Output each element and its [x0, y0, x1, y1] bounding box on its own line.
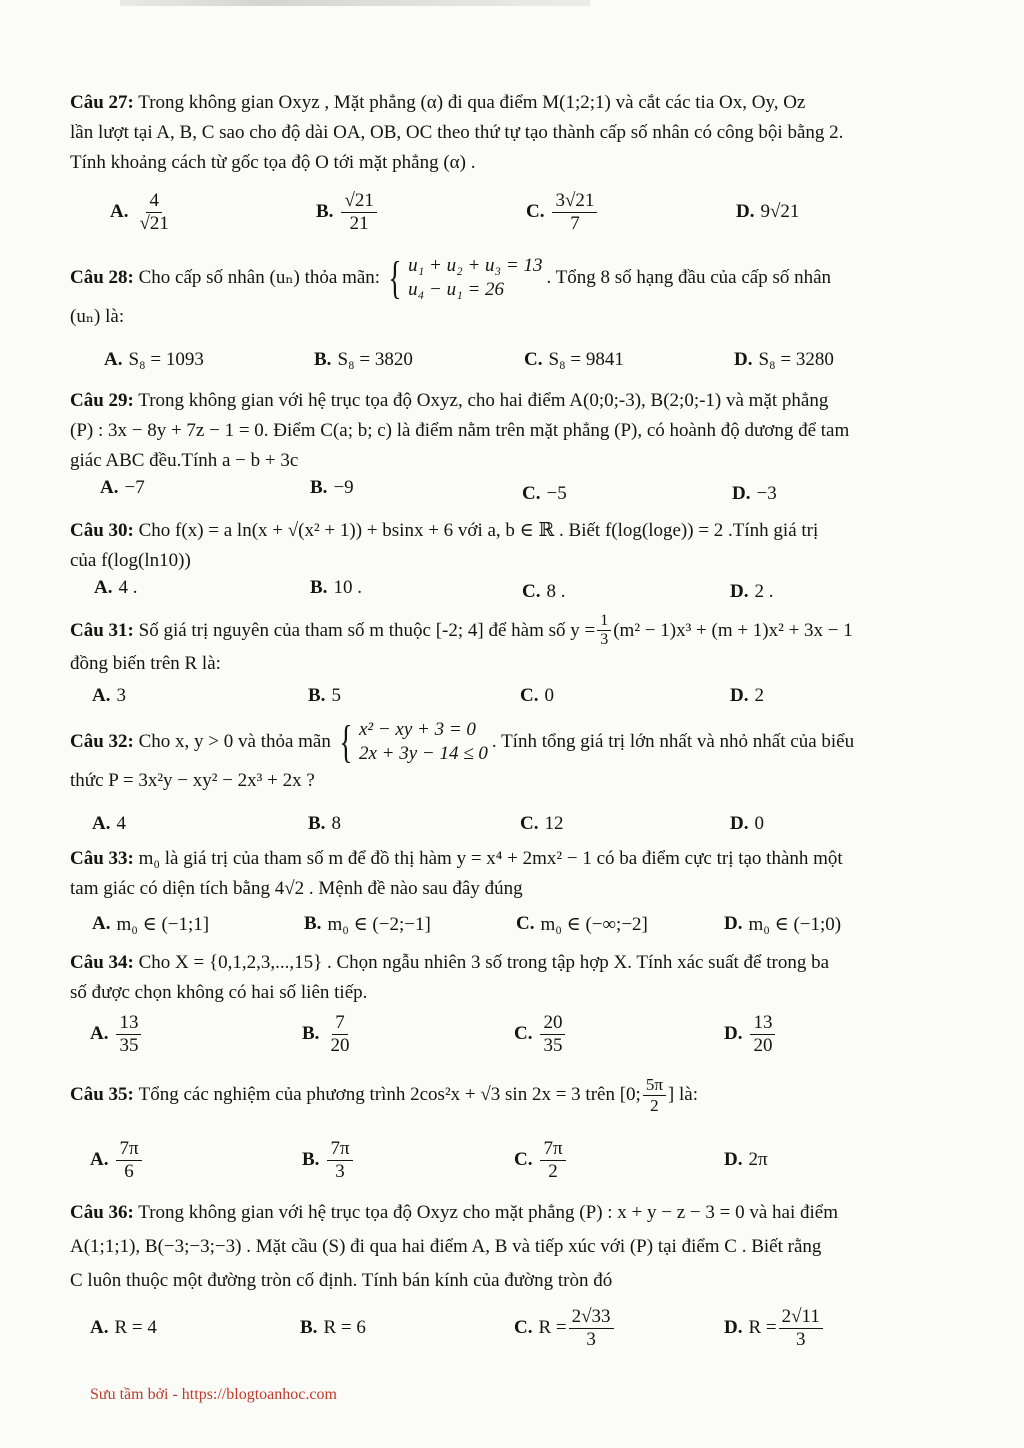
question-34	[70, 948, 966, 1008]
option-c[interactable]: C. 12	[520, 813, 564, 834]
option-c[interactable]: C. −5	[522, 483, 567, 504]
option-b[interactable]: B. R = 6	[300, 1317, 366, 1338]
question-28	[70, 254, 966, 332]
question-label: Câu 32:	[70, 731, 134, 752]
option-d[interactable]: D. R = $\frac{2√11}{3}$	[724, 1300, 825, 1356]
question-text: Tổng các nghiệm của phương trình 2cos²x + √3 sin 2x = 3 trên [0;	[138, 1084, 641, 1105]
question-label: Câu 36:	[70, 1202, 134, 1223]
question-text: Cho X = {0,1,2,3,...,15} . Chọn ngẫu nhiên 3 số trong tập hợp X. Tính xác suất để trong ba	[138, 952, 830, 973]
option-c[interactable]: C. $\frac{7\pi}{2}$	[514, 1132, 568, 1188]
option-d[interactable]: D. 2π	[724, 1149, 768, 1170]
question-text: Số giá trị nguyên của tham số m thuộc [-2; 4] để hàm số y =	[138, 619, 596, 641]
option-c[interactable]: C. 8 .	[522, 581, 566, 602]
option-a[interactable]: A. S₈ = 1093	[104, 349, 204, 370]
question-text: đồng biến trên R là:	[70, 653, 221, 674]
option-c[interactable]: C. m₀ ∈ (−∞;−2]	[516, 913, 648, 935]
options-35	[90, 1132, 964, 1188]
option-d[interactable]: D. 9√21	[736, 201, 800, 222]
option-d[interactable]: D. 2	[730, 685, 764, 706]
question-label: Câu 27:	[70, 92, 134, 113]
question-text: giác ABC đều.Tính a − b + 3c	[70, 450, 299, 471]
question-text: lần lượt tại A, B, C sao cho độ dài OA, OB, OC theo thứ tự tạo thành cấp số nhân có công bội bằng 2.	[70, 122, 844, 143]
option-c[interactable]: C. S₈ = 9841	[524, 349, 624, 370]
question-label: Câu 34:	[70, 952, 134, 973]
question-text: (uₙ) là:	[70, 306, 125, 327]
option-b[interactable]: B. $\frac{√21}{21}$	[316, 184, 379, 240]
option-d[interactable]: D. −3	[732, 483, 777, 504]
option-a[interactable]: A. $\frac{4}{√21}$	[110, 189, 169, 234]
option-a[interactable]: A. R = 4	[90, 1317, 157, 1338]
footer-source[interactable]: Sưu tầm bởi - https://blogtoanhoc.com	[90, 1386, 337, 1403]
option-b[interactable]: B. 8	[308, 813, 341, 834]
option-a[interactable]: A. $\frac{7\pi}{6}$	[90, 1132, 144, 1188]
equation-system: { u₁ + u₂ + u₃ = 13 u₄ − u₁ = 26	[388, 252, 543, 303]
option-d[interactable]: D. 0	[730, 813, 764, 834]
equation-system: { x² − xy + 3 = 0 2x + 3y − 14 ≤ 0	[339, 716, 488, 767]
question-label: Câu 30:	[70, 520, 134, 541]
option-d[interactable]: D. 2 .	[730, 581, 774, 602]
question-text: Cho x, y > 0 và thỏa mãn	[138, 731, 331, 752]
option-d[interactable]: D. $\frac{13}{20}$	[724, 1006, 777, 1062]
option-b[interactable]: B. $\frac{7\pi}{3}$	[302, 1132, 355, 1188]
option-d[interactable]: D. m₀ ∈ (−1;0)	[724, 913, 842, 935]
question-text: C luôn thuộc một đường tròn cố định. Tính bán kính của đường tròn đó	[70, 1270, 613, 1291]
question-label: Câu 35:	[70, 1084, 134, 1105]
question-27	[70, 88, 966, 178]
option-b[interactable]: B. −9	[310, 477, 354, 498]
question-text: Cho f(x) = a ln(x + √(x² + 1)) + bsinx + 6 với a, b ∈ ℝ . Biết f(log(loge)) = 2 .Tính giá trị	[138, 520, 819, 541]
question-label: Câu 33:	[70, 848, 134, 869]
option-b[interactable]: B. m₀ ∈ (−2;−1]	[304, 913, 431, 935]
question-text: . Tổng 8 số hạng đầu của cấp số nhân	[546, 267, 832, 288]
option-b[interactable]: B. S₈ = 3820	[314, 349, 413, 370]
question-35: Câu 35: Tổng các nghiệm của phương trình 2cos²x + √3 sin 2x = 3 trên [0; $\frac{5\pi}{2}$ ] là:	[70, 1074, 698, 1115]
option-b[interactable]: B. $\frac{7}{20}$	[302, 1011, 350, 1056]
options-33	[90, 904, 964, 944]
question-36	[70, 1196, 966, 1298]
option-c[interactable]: C. $\frac{20}{35}$	[514, 1006, 567, 1062]
question-29	[70, 386, 966, 476]
question-text: A(1;1;1), B(−3;−3;−3) . Mặt cầu (S) đi qua hai điểm A, B và tiếp xúc với (P) tại điểm C . Biết rằng	[70, 1236, 822, 1257]
question-text: thức P = 3x²y − xy² − 2x³ + 2x ?	[70, 770, 315, 791]
option-c[interactable]: C. $\frac{3√21}{7}$	[526, 184, 599, 240]
options-34	[90, 1006, 964, 1062]
question-label: Câu 31:	[70, 619, 134, 641]
question-text: m₀ là giá trị của tham số m để đồ thị hàm y = x⁴ + 2mx² − 1 có ba điểm cực trị tạo thành một	[138, 848, 843, 869]
question-label: Câu 29:	[70, 390, 134, 411]
question-text: Cho cấp số nhân (uₙ) thỏa mãn:	[138, 267, 381, 288]
option-a[interactable]: A. m₀ ∈ (−1;1]	[92, 913, 210, 935]
option-b[interactable]: B. 10 .	[310, 577, 362, 598]
question-label: Câu 28:	[70, 267, 134, 288]
question-text: Trong không gian với hệ trục tọa độ Oxyz cho mặt phẳng (P) : x + y − z − 3 = 0 và hai điểm	[138, 1202, 838, 1223]
options-27	[90, 184, 964, 240]
option-c[interactable]: C. R = $\frac{2√33}{3}$	[514, 1300, 616, 1356]
option-b[interactable]: B. 5	[308, 685, 341, 706]
option-a[interactable]: A. 4 .	[94, 577, 138, 598]
options-32	[90, 804, 964, 844]
question-text: số được chọn không có hai số liên tiếp.	[70, 982, 368, 1003]
question-30	[70, 516, 966, 576]
question-text: . Tính tổng giá trị lớn nhất và nhỏ nhất của biểu	[491, 731, 855, 752]
option-d[interactable]: D. S₈ = 3280	[734, 349, 834, 370]
option-a[interactable]: A. 4	[92, 813, 126, 834]
question-text: Trong không gian với hệ trục tọa độ Oxyz, cho hai điểm A(0;0;-3), B(2;0;-1) và mặt phẳng	[138, 390, 829, 411]
question-text: Trong không gian Oxyz , Mặt phẳng (α) đi qua điểm M(1;2;1) và cắt các tia Ox, Oy, Oz	[138, 92, 806, 113]
option-a[interactable]: A. 3	[92, 685, 126, 706]
question-31: Câu 31: Số giá trị nguyên của tham số m thuộc [-2; 4] để hàm số y = $\frac{1}{3}$ (m² − 1)x³ + (m + 1)x² + 3x − 1 đồng biến trên R là:	[70, 612, 966, 679]
option-c[interactable]: C. 0	[520, 685, 554, 706]
question-33	[70, 844, 966, 904]
question-text: (P) : 3x − 8y + 7z − 1 = 0. Điểm C(a; b; c) là điểm nằm trên mặt phẳng (P), có hoành độ dương để tam	[70, 420, 850, 441]
options-31	[90, 676, 964, 716]
question-text: Tính khoảng cách từ gốc tọa độ O tới mặt phẳng (α) .	[70, 152, 476, 173]
scan-edge-artifact	[120, 0, 590, 6]
question-32	[70, 718, 966, 796]
question-text: tam giác có diện tích bằng 4√2 . Mệnh đề nào sau đây đúng	[70, 878, 523, 899]
option-a[interactable]: A. −7	[100, 477, 145, 498]
options-36	[90, 1300, 964, 1356]
question-text: ] là:	[667, 1084, 698, 1105]
options-28	[90, 334, 964, 386]
options-30	[90, 568, 964, 608]
question-text: của f(log(ln10))	[70, 550, 191, 571]
option-a[interactable]: A. $\frac{13}{35}$	[90, 1006, 143, 1062]
question-text: (m² − 1)x³ + (m + 1)x² + 3x − 1	[613, 619, 853, 641]
options-29	[90, 468, 964, 508]
